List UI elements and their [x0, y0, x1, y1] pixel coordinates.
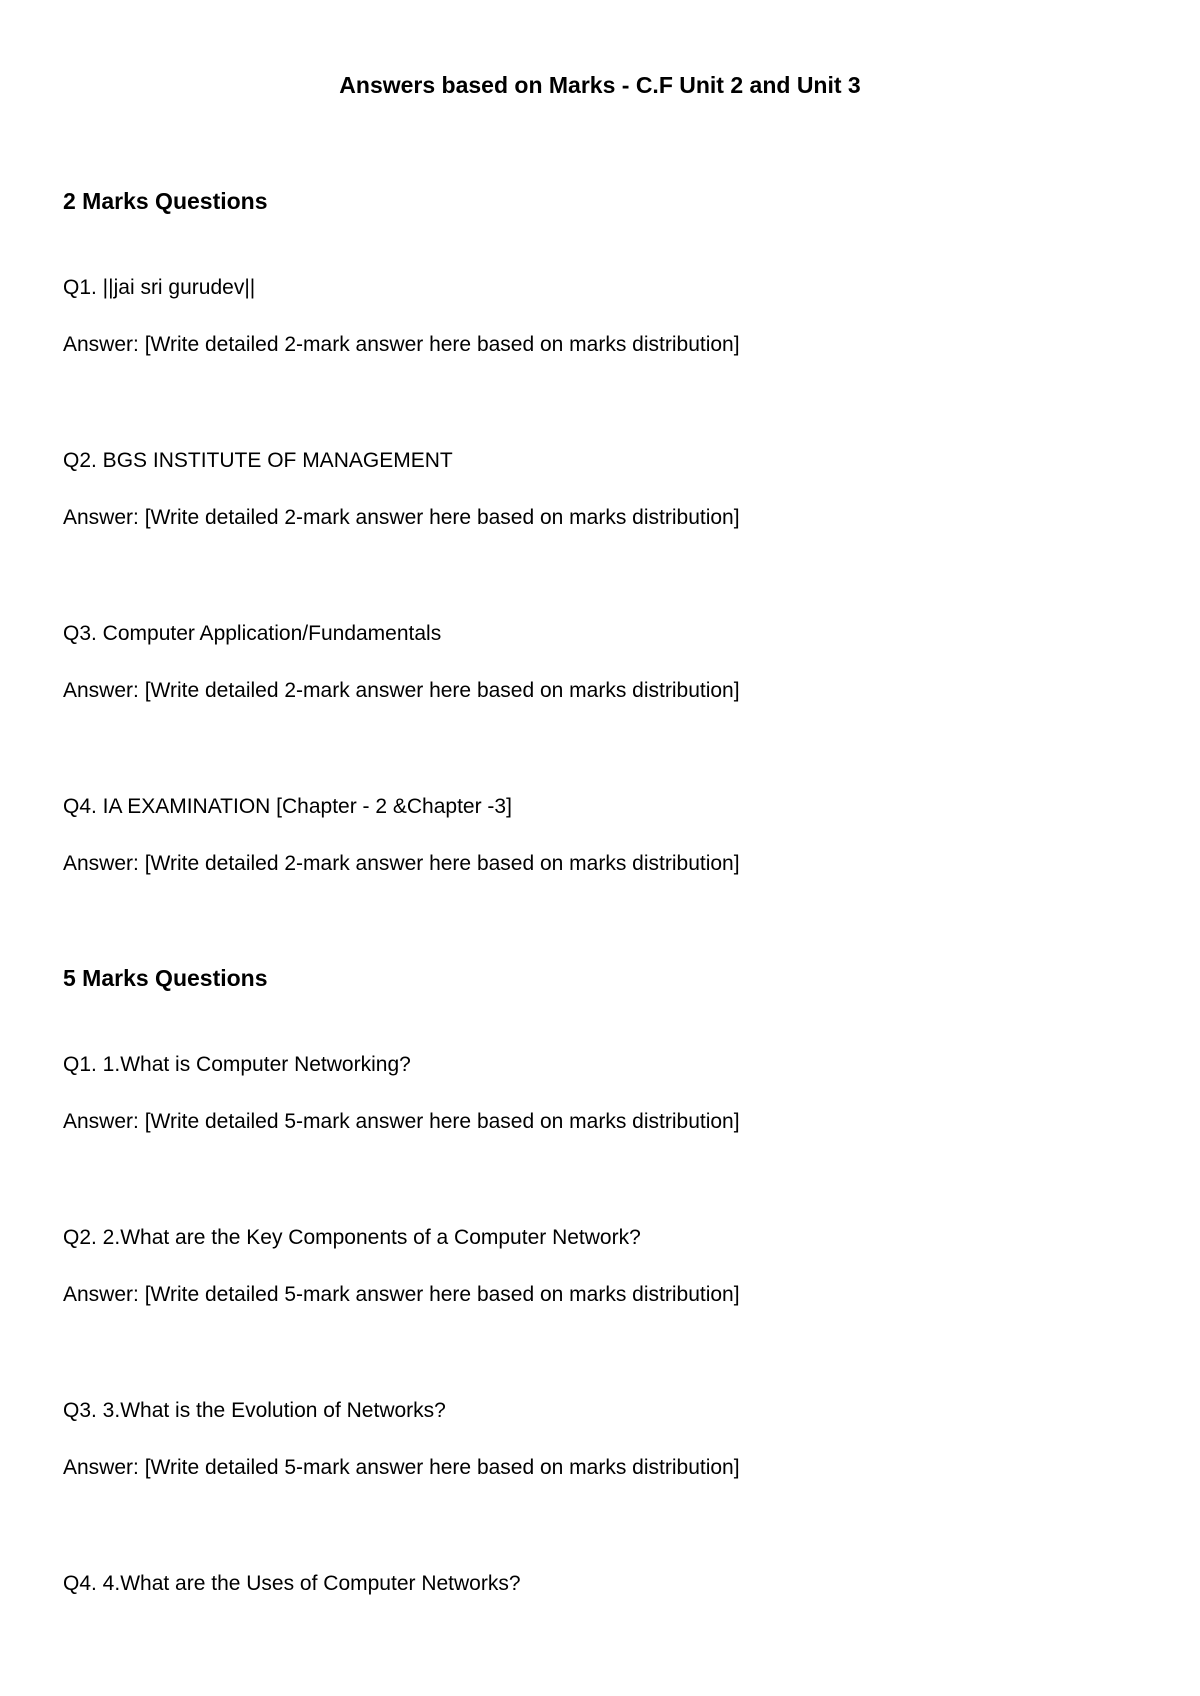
question-text: Q1. 1.What is Computer Networking? — [63, 1053, 411, 1076]
section-heading-5-marks: 5 Marks Questions — [63, 965, 268, 991]
answer-text: Answer: [Write detailed 2-mark answer here based on marks distribution] — [63, 506, 740, 529]
question-text: Q3. 3.What is the Evolution of Networks? — [63, 1399, 446, 1422]
answer-text: Answer: [Write detailed 5-mark answer here based on marks distribution] — [63, 1283, 740, 1306]
document-title: Answers based on Marks - C.F Unit 2 and Unit 3 — [339, 72, 861, 98]
answer-text: Answer: [Write detailed 2-mark answer here based on marks distribution] — [63, 679, 740, 702]
answer-text: Answer: [Write detailed 5-mark answer here based on marks distribution] — [63, 1456, 740, 1479]
question-text: Q4. 4.What are the Uses of Computer Networks? — [63, 1572, 521, 1595]
answer-text: Answer: [Write detailed 5-mark answer here based on marks distribution] — [63, 1110, 740, 1133]
answer-text: Answer: [Write detailed 2-mark answer here based on marks distribution] — [63, 333, 740, 356]
question-text: Q4. IA EXAMINATION [Chapter - 2 &Chapter -3] — [63, 795, 512, 818]
question-text: Q3. Computer Application/Fundamentals — [63, 622, 442, 645]
answer-text: Answer: [Write detailed 2-mark answer here based on marks distribution] — [63, 852, 740, 875]
question-text: Q2. BGS INSTITUTE OF MANAGEMENT — [63, 449, 453, 472]
question-text: Q1. ||jai sri gurudev|| — [63, 276, 256, 299]
question-text: Q2. 2.What are the Key Components of a Computer Network? — [63, 1226, 641, 1249]
section-heading-2-marks: 2 Marks Questions — [63, 188, 268, 214]
